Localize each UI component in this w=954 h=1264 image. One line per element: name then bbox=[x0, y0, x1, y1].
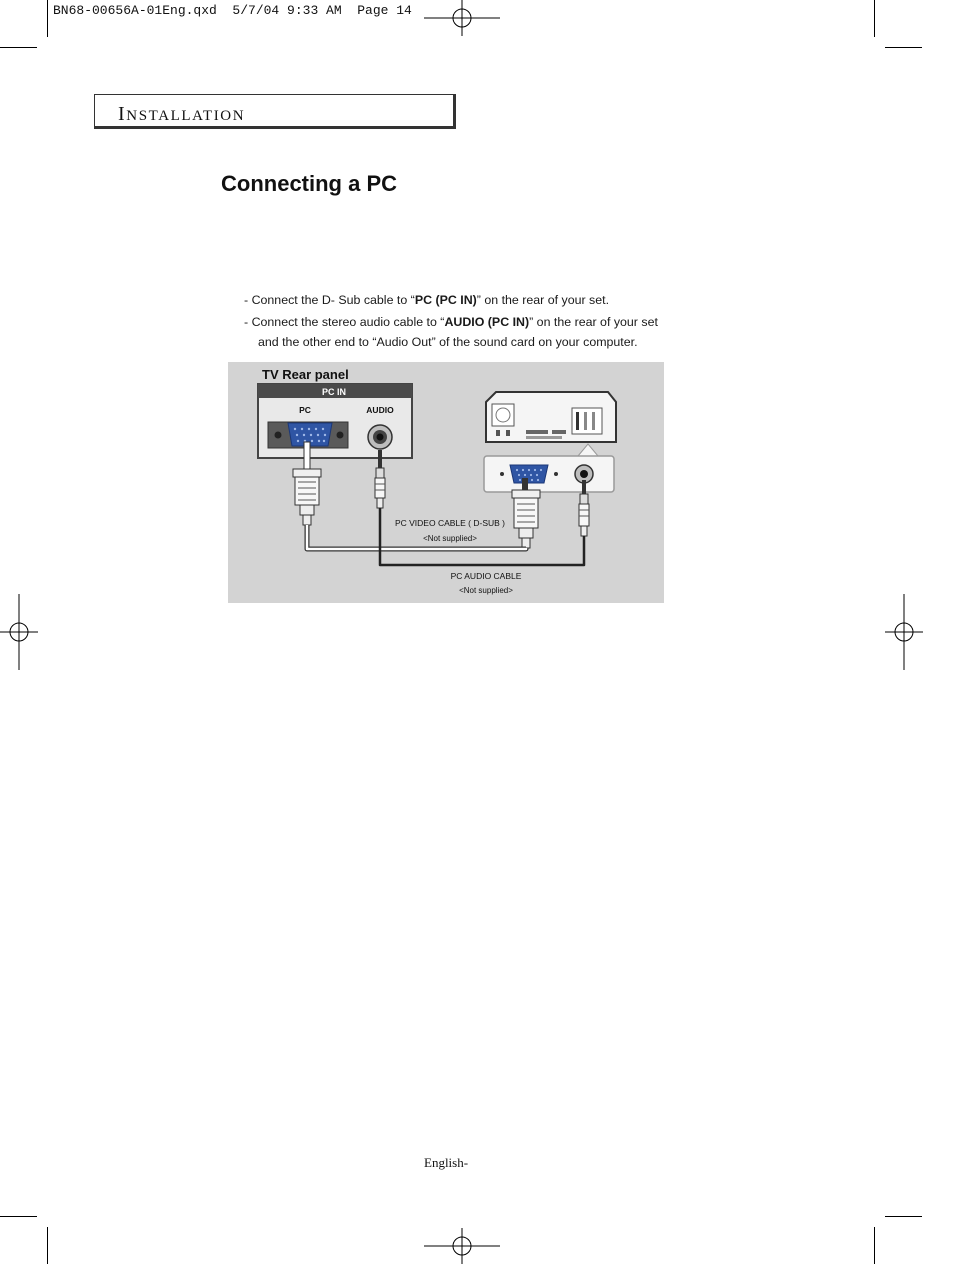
step-2-suffix: ” on the rear of your set bbox=[529, 315, 658, 329]
tv-rear-panel-title: TV Rear panel bbox=[262, 367, 349, 382]
step-2-bold: AUDIO (PC IN) bbox=[444, 315, 530, 329]
section-rest: NSTALLATION bbox=[126, 108, 246, 124]
computer-port-panel bbox=[484, 456, 614, 492]
registration-mark-right bbox=[885, 594, 923, 670]
registration-mark-top bbox=[424, 0, 500, 36]
registration-mark-bottom bbox=[424, 1228, 500, 1264]
crop-mark-bottom-left-h bbox=[0, 1216, 37, 1217]
video-cable-label: PC VIDEO CABLE ( D-SUB ) bbox=[394, 518, 506, 528]
crop-mark-top-right-v bbox=[874, 0, 875, 37]
page-footer: English- bbox=[424, 1155, 469, 1170]
step-1-suffix: ” on the rear of your set. bbox=[476, 293, 610, 307]
crop-mark-bottom-right-h bbox=[885, 1216, 922, 1217]
crop-mark-bottom-right-v bbox=[874, 1227, 875, 1264]
crop-mark-top-right-h bbox=[885, 47, 922, 48]
pc-in-header-label: PC IN bbox=[321, 387, 347, 397]
page-title: Connecting a PC bbox=[221, 171, 398, 196]
crop-mark-top-left-h bbox=[0, 47, 37, 48]
audio-cable-label: PC AUDIO CABLE bbox=[450, 571, 522, 581]
section-initial: I bbox=[118, 103, 127, 125]
video-cable-note: <Not supplied> bbox=[423, 534, 477, 543]
instruction-step-2 bbox=[244, 312, 658, 332]
crop-mark-top-left-v bbox=[47, 0, 48, 37]
crop-mark-bottom-left-v bbox=[47, 1227, 48, 1264]
audio-cable-note: <Not supplied> bbox=[459, 586, 513, 595]
print-slug: BN68-00656A-01Eng.qxd 5/7/04 9:33 AM Page 14 bbox=[53, 3, 412, 18]
section-label bbox=[118, 103, 245, 126]
registration-mark-left bbox=[0, 594, 38, 670]
port-label-pc: PC bbox=[299, 405, 311, 415]
step-1-bold: PC (PC IN) bbox=[414, 293, 477, 307]
instruction-step-1 bbox=[244, 290, 658, 310]
step-2-continuation: and the other end to “Audio Out” of the sound card on your computer. bbox=[258, 335, 638, 349]
port-label-audio: AUDIO bbox=[366, 405, 394, 415]
computer-rear-icon bbox=[486, 392, 616, 442]
step-2-prefix: - Connect the stereo audio cable to “ bbox=[244, 315, 445, 329]
tv-pc-in-panel bbox=[258, 384, 412, 458]
connection-diagram bbox=[228, 362, 664, 603]
instruction-list bbox=[244, 290, 658, 352]
tv-audio-jack-icon bbox=[368, 425, 392, 449]
step-1-prefix: - Connect the D- Sub cable to “ bbox=[244, 293, 415, 307]
